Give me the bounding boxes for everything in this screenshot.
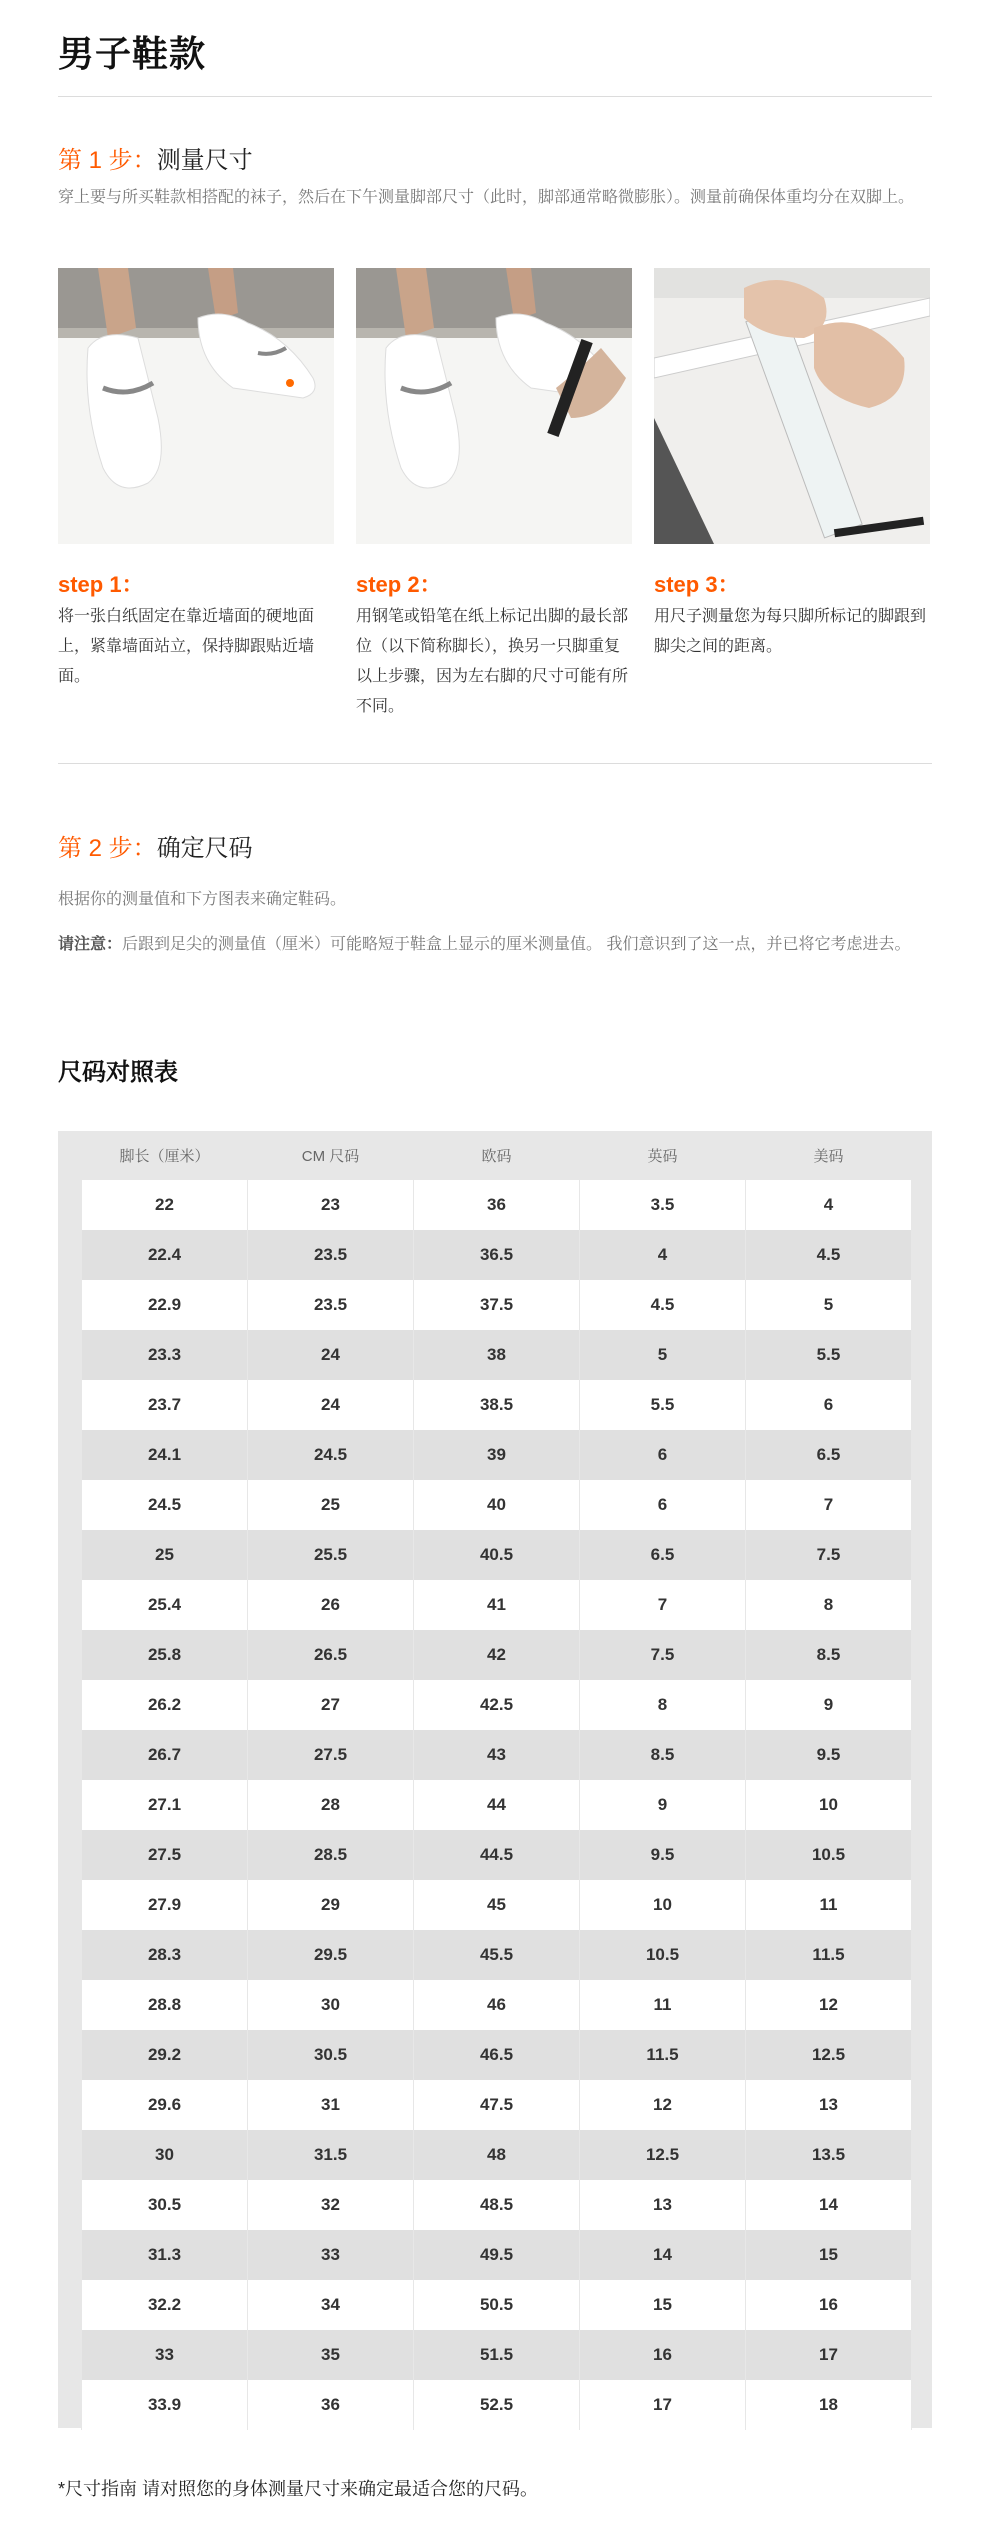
table-cell: 45	[414, 1880, 580, 1930]
table-cell: 49.5	[414, 2230, 580, 2280]
table-cell: 36	[248, 2380, 414, 2430]
table-cell: 29.5	[248, 1930, 414, 1980]
table-cell: 22.9	[82, 1280, 248, 1330]
step1-heading-prefix: 第 1 步：	[58, 147, 157, 174]
step2-description: 根据你的测量值和下方图表来确定鞋码。	[58, 891, 347, 908]
note-text: 后跟到足尖的测量值（厘米）可能略短于鞋盒上显示的厘米测量值。 我们意识到了这一点，并已将它考虑进去。	[122, 936, 911, 953]
table-row	[82, 1930, 912, 1980]
table-cell: 29.6	[82, 2080, 248, 2130]
table-cell: 28.3	[82, 1930, 248, 1980]
table-cell: 24.5	[248, 1430, 414, 1480]
table-cell: 10	[746, 1780, 912, 1830]
note-label: 请注意：	[58, 936, 123, 953]
table-row	[82, 1630, 912, 1680]
table-row	[82, 1280, 912, 1330]
table-cell: 36.5	[414, 1230, 580, 1280]
table-cell: 23.7	[82, 1380, 248, 1430]
table-cell: 38.5	[414, 1380, 580, 1430]
table-cell: 37.5	[414, 1280, 580, 1330]
table-cell: 44.5	[414, 1830, 580, 1880]
table-cell: 28.5	[248, 1830, 414, 1880]
table-cell: 34	[248, 2280, 414, 2330]
table-cell: 31.3	[82, 2230, 248, 2280]
table-row	[82, 2230, 912, 2280]
table-cell: 5.5	[580, 1380, 746, 1430]
table-cell: 18	[746, 2380, 912, 2430]
table-row	[82, 1530, 912, 1580]
table-cell: 32	[248, 2180, 414, 2230]
table-cell: 12	[746, 1980, 912, 2030]
table-cell: 12	[580, 2080, 746, 2130]
column-header: CM 尺码	[301, 1148, 360, 1165]
table-cell: 26.7	[82, 1730, 248, 1780]
table-cell: 26	[248, 1580, 414, 1630]
step1-heading-text: 测量尺寸	[156, 147, 253, 174]
size-chart-title: 尺码对照表	[58, 1059, 178, 1086]
step2-heading-prefix: 第 2 步：	[58, 835, 157, 862]
column-header: 欧码	[481, 1148, 512, 1165]
table-cell: 33.9	[82, 2380, 248, 2430]
table-cell: 22.4	[82, 1230, 248, 1280]
table-cell: 14	[580, 2230, 746, 2280]
table-cell: 9.5	[746, 1730, 912, 1780]
step3-photo	[654, 268, 930, 544]
table-cell: 4	[580, 1230, 746, 1280]
table-row	[82, 1330, 912, 1380]
table-cell: 41	[414, 1580, 580, 1630]
table-row	[82, 2180, 912, 2230]
table-cell: 42	[414, 1630, 580, 1680]
table-cell: 10.5	[580, 1930, 746, 1980]
table-row	[82, 2080, 912, 2130]
table-cell: 7.5	[746, 1530, 912, 1580]
table-cell: 12.5	[580, 2130, 746, 2180]
table-row	[82, 1480, 912, 1530]
table-cell: 23.5	[248, 1280, 414, 1330]
column-header: 美码	[813, 1148, 844, 1165]
table-cell: 23	[248, 1180, 414, 1230]
table-cell: 3.5	[580, 1180, 746, 1230]
table-cell: 9	[580, 1780, 746, 1830]
table-cell: 17	[580, 2380, 746, 2430]
table-cell: 7.5	[580, 1630, 746, 1680]
table-cell: 7	[580, 1580, 746, 1630]
substep1-text: 将一张白纸固定在靠近墙面的硬地面上，紧靠墙面站立，保持脚跟贴近墙面。	[58, 608, 315, 685]
table-cell: 7	[746, 1480, 912, 1530]
table-cell: 44	[414, 1780, 580, 1830]
table-cell: 42.5	[414, 1680, 580, 1730]
table-cell: 15	[580, 2280, 746, 2330]
table-cell: 4	[746, 1180, 912, 1230]
table-cell: 9	[746, 1680, 912, 1730]
table-cell: 27.1	[82, 1780, 248, 1830]
table-row	[82, 1680, 912, 1730]
table-cell: 40.5	[414, 1530, 580, 1580]
table-cell: 16	[746, 2280, 912, 2330]
table-cell: 24.1	[82, 1430, 248, 1480]
table-cell: 5	[746, 1280, 912, 1330]
table-row	[82, 2330, 912, 2380]
table-cell: 6.5	[580, 1530, 746, 1580]
step2-photo	[356, 268, 632, 544]
table-cell: 40	[414, 1480, 580, 1530]
table-cell: 8	[746, 1580, 912, 1630]
table-cell: 48	[414, 2130, 580, 2180]
step1-description: 穿上要与所买鞋款相搭配的袜子，然后在下午测量脚部尺寸（此时，脚部通常略微膨胀）。测量前确保体重均分在双脚上。	[58, 189, 915, 206]
table-cell: 6	[580, 1430, 746, 1480]
step2-heading-text: 确定尺码	[156, 835, 253, 862]
table-cell: 51.5	[414, 2330, 580, 2380]
table-cell: 17	[746, 2330, 912, 2380]
table-cell: 6	[580, 1480, 746, 1530]
table-cell: 31.5	[248, 2130, 414, 2180]
table-cell: 26.5	[248, 1630, 414, 1680]
table-cell: 25.4	[82, 1580, 248, 1630]
step2-heading	[58, 828, 253, 863]
table-row	[82, 1430, 912, 1480]
table-cell: 33	[248, 2230, 414, 2280]
column-header: 脚长（厘米）	[119, 1148, 210, 1165]
step1-heading	[58, 140, 253, 175]
table-cell: 23.5	[248, 1230, 414, 1280]
table-cell: 38	[414, 1330, 580, 1380]
table-cell: 12.5	[746, 2030, 912, 2080]
table-cell: 13.5	[746, 2130, 912, 2180]
table-cell: 8.5	[746, 1630, 912, 1680]
table-row	[82, 1780, 912, 1830]
table-cell: 9.5	[580, 1830, 746, 1880]
table-cell: 46.5	[414, 2030, 580, 2080]
divider	[58, 96, 932, 97]
table-cell: 25.5	[248, 1530, 414, 1580]
table-cell: 30.5	[248, 2030, 414, 2080]
table-cell: 24	[248, 1330, 414, 1380]
table-cell: 8.5	[580, 1730, 746, 1780]
table-cell: 15	[746, 2230, 912, 2280]
substep2-text: 用钢笔或铅笔在纸上标记出脚的最长部位（以下简称脚长），换另一只脚重复以上步骤，因为左右脚的尺寸可能有所不同。	[356, 608, 629, 715]
table-row	[82, 1830, 912, 1880]
footnote: *尺寸指南 请对照您的身体测量尺寸来确定最适合您的尺码。	[58, 2479, 539, 2499]
table-cell: 48.5	[414, 2180, 580, 2230]
table-cell: 27.5	[82, 1830, 248, 1880]
table-cell: 46	[414, 1980, 580, 2030]
table-cell: 5	[580, 1330, 746, 1380]
table-cell: 36	[414, 1180, 580, 1230]
table-cell: 30	[248, 1980, 414, 2030]
table-cell: 43	[414, 1730, 580, 1780]
table-cell: 45.5	[414, 1930, 580, 1980]
table-cell: 25.8	[82, 1630, 248, 1680]
table-cell: 23.3	[82, 1330, 248, 1380]
step1-photo	[58, 268, 334, 544]
table-cell: 14	[746, 2180, 912, 2230]
table-cell: 11	[580, 1980, 746, 2030]
table-row	[82, 2280, 912, 2330]
column-header: 英码	[647, 1148, 678, 1165]
table-cell: 25	[82, 1530, 248, 1580]
substep3-text: 用尺子测量您为每只脚所标记的脚跟到脚尖之间的距离。	[654, 608, 927, 655]
size-table	[81, 1131, 912, 2430]
table-row	[82, 1230, 912, 1280]
table-cell: 52.5	[414, 2380, 580, 2430]
table-cell: 24.5	[82, 1480, 248, 1530]
table-cell: 13	[746, 2080, 912, 2130]
table-cell: 29	[248, 1880, 414, 1930]
table-cell: 27	[248, 1680, 414, 1730]
table-row	[82, 2380, 912, 2430]
table-cell: 47.5	[414, 2080, 580, 2130]
table-cell: 30	[82, 2130, 248, 2180]
table-cell: 33	[82, 2330, 248, 2380]
table-header-row	[82, 1131, 912, 1180]
table-cell: 4.5	[580, 1280, 746, 1330]
table-cell: 32.2	[82, 2280, 248, 2330]
table-row	[82, 1580, 912, 1630]
table-cell: 27.9	[82, 1880, 248, 1930]
table-cell: 8	[580, 1680, 746, 1730]
table-row	[82, 1380, 912, 1430]
table-cell: 11.5	[580, 2030, 746, 2080]
table-cell: 35	[248, 2330, 414, 2380]
table-cell: 10	[580, 1880, 746, 1930]
page-title: 男子鞋款	[58, 33, 207, 74]
divider	[58, 763, 932, 764]
table-row	[82, 2030, 912, 2080]
substep1-label: step 1：	[58, 572, 144, 597]
substep2-label: step 2：	[356, 572, 442, 597]
table-row	[82, 2130, 912, 2180]
table-cell: 11	[746, 1880, 912, 1930]
table-cell: 50.5	[414, 2280, 580, 2330]
table-cell: 39	[414, 1430, 580, 1480]
table-cell: 4.5	[746, 1230, 912, 1280]
table-cell: 28	[248, 1780, 414, 1830]
table-cell: 16	[580, 2330, 746, 2380]
table-cell: 5.5	[746, 1330, 912, 1380]
table-cell: 22	[82, 1180, 248, 1230]
table-cell: 29.2	[82, 2030, 248, 2080]
table-cell: 27.5	[248, 1730, 414, 1780]
table-cell: 28.8	[82, 1980, 248, 2030]
substep3-label: step 3：	[654, 572, 740, 597]
table-cell: 6.5	[746, 1430, 912, 1480]
table-row	[82, 1880, 912, 1930]
table-row	[82, 1730, 912, 1780]
table-cell: 26.2	[82, 1680, 248, 1730]
table-cell: 10.5	[746, 1830, 912, 1880]
step2-note	[58, 930, 934, 960]
table-cell: 6	[746, 1380, 912, 1430]
size-chart	[58, 1131, 932, 2428]
table-cell: 31	[248, 2080, 414, 2130]
table-cell: 30.5	[82, 2180, 248, 2230]
table-row	[82, 1980, 912, 2030]
table-row	[82, 1180, 912, 1230]
table-cell: 25	[248, 1480, 414, 1530]
table-cell: 24	[248, 1380, 414, 1430]
table-cell: 13	[580, 2180, 746, 2230]
table-cell: 11.5	[746, 1930, 912, 1980]
